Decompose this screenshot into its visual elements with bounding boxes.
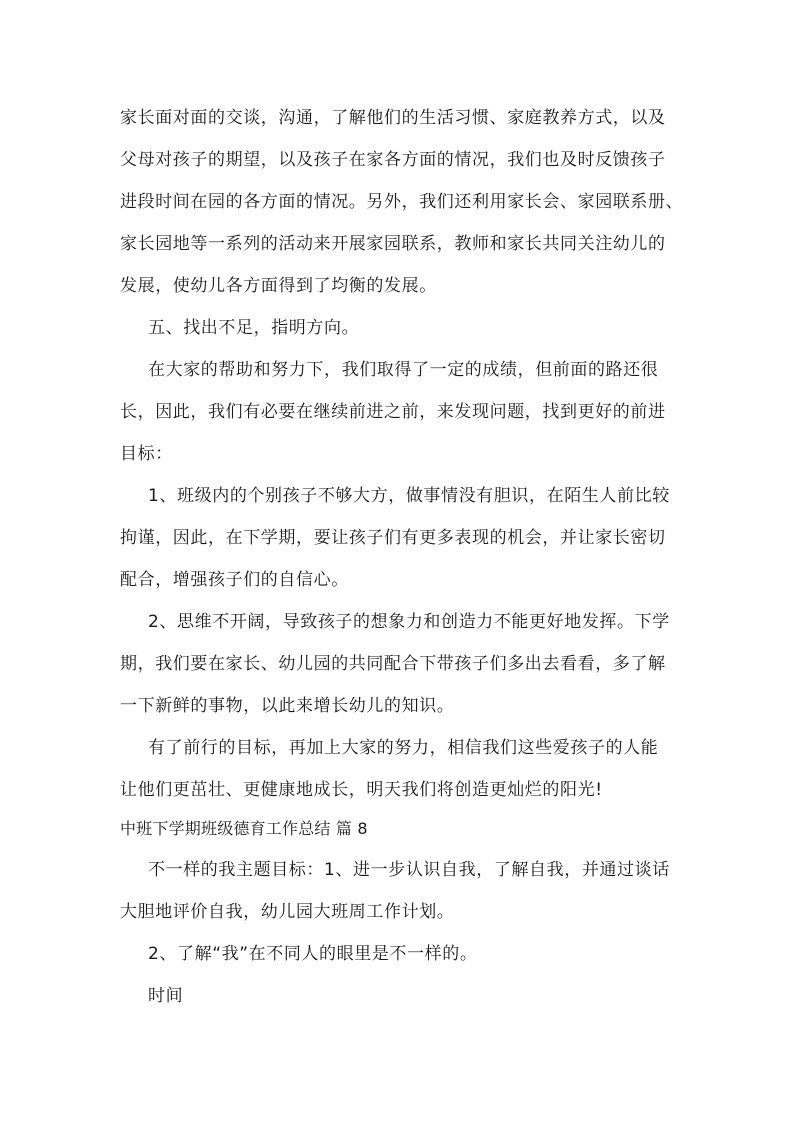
paragraph-line: 有了前行的目标，再加上大家的努力，相信我们这些爱孩子的人能 xyxy=(148,738,659,758)
list-item-line: 一下新鲜的事物，以此来增长幼儿的知识。 xyxy=(120,696,455,716)
paragraph-line: 进段时间在园的各方面的情况。另外，我们还利用家长会、家园联系册、 xyxy=(120,192,684,212)
list-item-line: 拘谨，因此，在下学期，要让孩子们有更多表现的机会，并让家长密切 xyxy=(120,528,666,548)
paragraph-line: 时间 xyxy=(148,986,184,1006)
paragraph-line: 家长面对面的交谈，沟通，了解他们的生活习惯、家庭教养方式，以及 xyxy=(120,108,666,128)
paragraph-line: 2、了解“我”在不同人的眼里是不一样的。 xyxy=(148,944,478,964)
section-heading-five: 五、找出不足，指明方向。 xyxy=(148,318,360,338)
list-item-line: 1、班级内的个别孩子不够大方，做事情没有胆识，在陌生人前比较 xyxy=(148,486,670,506)
list-item-line: 配合，增强孩子们的自信心。 xyxy=(120,570,349,590)
paragraph-line: 父母对孩子的期望，以及孩子在家各方面的情况，我们也及时反馈孩子 xyxy=(120,150,666,170)
paragraph-line: 大胆地评价自我，幼儿园大班周工作计划。 xyxy=(120,902,455,922)
paragraph-line: 让他们更茁壮、更健康地成长，明天我们将创造更灿烂的阳光! xyxy=(120,780,603,800)
list-item-line: 2、思维不开阔，导致孩子的想象力和创造力不能更好地发挥。下学 xyxy=(148,612,670,632)
paragraph-line: 在大家的帮助和努力下，我们取得了一定的成绩，但前面的路还很 xyxy=(148,360,659,380)
paragraph-line: 不一样的我主题目标：1、进一步认识自我，了解自我，并通过谈话 xyxy=(148,860,670,880)
list-item-line: 期，我们要在家长、幼儿园的共同配合下带孩子们多出去看看，多了解 xyxy=(120,654,666,674)
paragraph-line: 长，因此，我们有必要在继续前进之前，来发现问题，找到更好的前进 xyxy=(120,402,666,422)
article-heading: 中班下学期班级德育工作总结 篇 8 xyxy=(120,819,368,838)
paragraph-line: 发展，使幼儿各方面得到了均衡的发展。 xyxy=(120,276,437,296)
paragraph-line: 家长园地等一系列的活动来开展家园联系，教师和家长共同关注幼儿的 xyxy=(120,234,666,254)
paragraph-line: 目标： xyxy=(120,444,173,464)
